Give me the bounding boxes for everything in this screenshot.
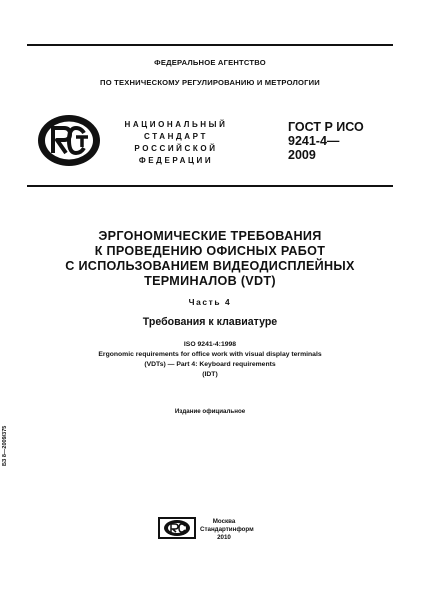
iso-english-line-3: (IDT) (202, 371, 218, 378)
subtitle: Требования к клавиатуре (142, 316, 278, 328)
publisher-name: Стандартинформ (200, 526, 254, 533)
standard-line-2: СТАНДАРТ (144, 132, 208, 141)
publisher-block (200, 518, 254, 542)
iso-code: ISO 9241-4:1998 (183, 341, 237, 348)
middle-rule (27, 185, 393, 187)
standard-line-1: НАЦИОНАЛЬНЫЙ (124, 120, 228, 129)
publisher-logo (158, 517, 196, 539)
publisher-year: 2010 (217, 534, 231, 541)
standard-line-3: РОССИЙСКОЙ (134, 144, 218, 153)
designation-line-2: 9241-4— (288, 134, 340, 148)
title-line-2: К ПРОВЕДЕНИЮ ОФИСНЫХ РАБОТ (94, 244, 326, 258)
side-code: БЗ 8—2009/375 (2, 425, 8, 466)
top-rule (27, 44, 393, 46)
iso-english-line-2: (VDTs) — Part 4: Keyboard requirements (144, 361, 276, 368)
designation-line-1: ГОСТ Р ИСО (288, 120, 364, 134)
gost-logo (36, 113, 102, 168)
agency-line-2: ПО ТЕХНИЧЕСКОМУ РЕГУЛИРОВАНИЮ И МЕТРОЛОГИИ (100, 78, 320, 87)
agency-line-1: ФЕДЕРАЛЬНОЕ АГЕНТСТВО (154, 58, 266, 67)
title-line-4: ТЕРМИНАЛОВ (VDT) (144, 274, 276, 288)
designation-line-3: 2009 (288, 148, 316, 162)
title-line-1: ЭРГОНОМИЧЕСКИЕ ТРЕБОВАНИЯ (98, 229, 322, 243)
standard-line-4: ФЕДЕРАЦИИ (138, 156, 214, 165)
iso-english-line-1: Ergonomic requirements for office work with visual display terminals (98, 351, 322, 358)
title-line-3: С ИСПОЛЬЗОВАНИЕМ ВИДЕОДИСПЛЕЙНЫХ (65, 259, 355, 273)
edition-label: Издание официальное (174, 408, 246, 415)
part-number: Часть 4 (188, 297, 232, 307)
publisher-city: Москва (212, 518, 236, 525)
